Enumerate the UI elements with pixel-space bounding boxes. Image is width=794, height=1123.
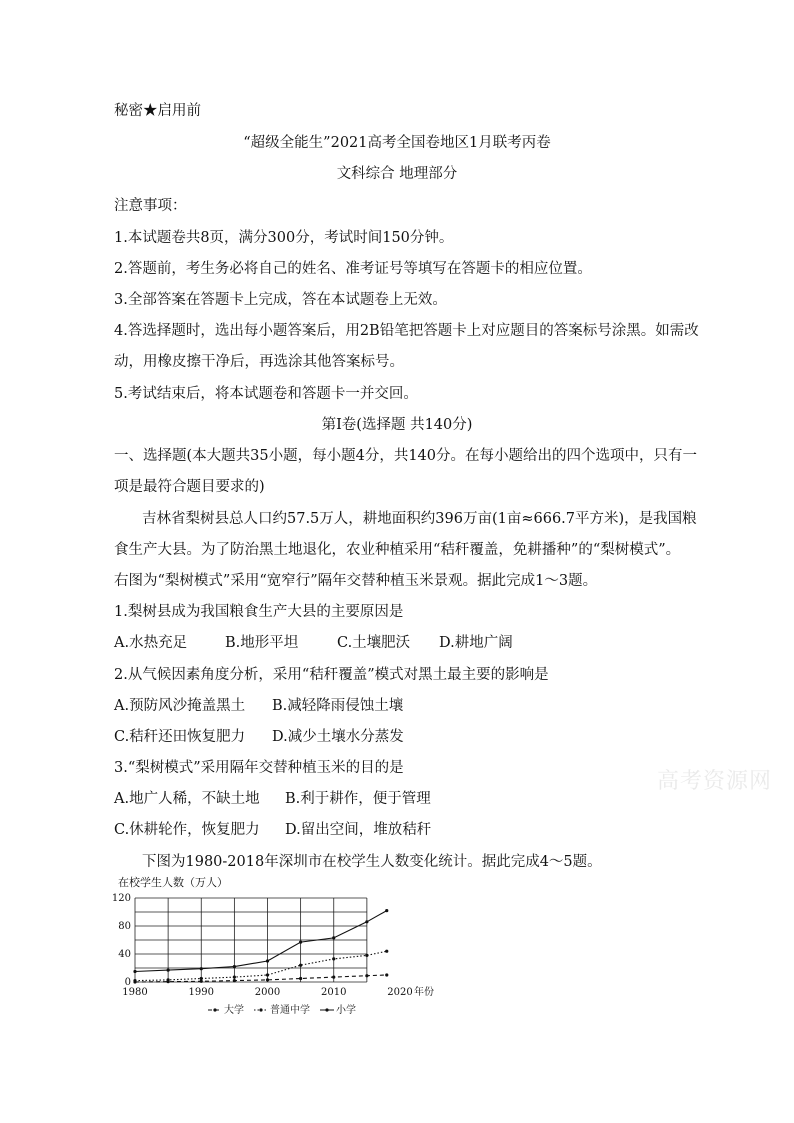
y-axis-title: 在校学生人数（万人） <box>118 876 228 889</box>
legend-marker <box>259 1008 262 1011</box>
x-tick-label: 1990 <box>188 987 214 998</box>
data-point-大学 <box>332 976 335 979</box>
data-point-小学 <box>200 967 203 970</box>
secret-label: 秘密★启用前 <box>114 103 201 119</box>
section-intro: 一、选择题(本大题共35小题，每小题4分，共140分。在每小题给出的四个选项中，只有一 <box>114 448 698 464</box>
data-point-普通中学 <box>133 979 136 982</box>
option-d: D.留出空间，堆放秸秆 <box>285 822 432 838</box>
series-line-普通中学 <box>135 951 387 980</box>
series-line-大学 <box>135 975 387 982</box>
chart-svg <box>110 868 434 1028</box>
data-point-普通中学 <box>200 977 203 980</box>
data-point-普通中学 <box>365 954 368 957</box>
option-b: B.地形平坦 <box>225 635 299 651</box>
question-stem: 1.梨树县成为我国粮食生产大县的主要原因是 <box>114 604 404 620</box>
data-point-普通中学 <box>167 978 170 981</box>
option-b: B.利于耕作，便于管理 <box>285 791 431 807</box>
student-count-chart <box>110 868 434 1028</box>
data-point-普通中学 <box>385 950 388 953</box>
option-b: B.减轻降雨侵蚀土壤 <box>272 698 404 714</box>
data-point-大学 <box>233 979 236 982</box>
option-a: A.地广人稀，不缺土地 <box>114 791 260 807</box>
data-point-小学 <box>266 959 269 962</box>
x-tick-label: 2020 <box>387 987 413 998</box>
option-d: D.减少土壤水分蒸发 <box>272 729 404 745</box>
legend-label: 普通中学 <box>270 1005 310 1016</box>
note-item: 1.本试题卷共8页，满分300分，考试时间150分钟。 <box>114 230 454 246</box>
watermark: 高考资源网 <box>657 769 773 794</box>
option-a: A.预防风沙掩盖黑土 <box>114 698 246 714</box>
exam-title: “超级全能生”2021高考全国卷地区1月联考丙卷 <box>243 135 551 151</box>
data-point-普通中学 <box>332 957 335 960</box>
section-title: 第I卷(选择题 共140分) <box>321 417 473 433</box>
data-point-小学 <box>233 965 236 968</box>
data-point-小学 <box>299 941 302 944</box>
passage-text: 吉林省梨树县总人口约57.5万人，耕地面积约396万亩(1亩≈666.7平方米)，是我国粮 <box>142 511 697 527</box>
data-point-小学 <box>385 909 388 912</box>
data-point-大学 <box>200 980 203 983</box>
x-tick-label: 2000 <box>254 987 281 998</box>
passage-text: 右图为“梨树模式”采用“宽窄行”隔年交替种植玉米景观。据此完成1～3题。 <box>114 573 598 589</box>
legend-marker <box>213 1008 216 1011</box>
section-intro: 项是最符合题目要求的) <box>114 479 265 495</box>
legend-marker <box>325 1008 328 1011</box>
legend-label: 大学 <box>224 1005 244 1016</box>
data-point-普通中学 <box>266 973 269 976</box>
x-tick-label: 1980 <box>122 987 148 998</box>
x-tick-label: 2010 <box>321 987 347 998</box>
chart-legend <box>208 1003 356 1016</box>
option-a: A.水热充足 <box>114 635 188 651</box>
y-tick-label: 120 <box>111 893 131 904</box>
passage-text: 下图为1980-2018年深圳市在校学生人数变化统计。据此完成4～5题。 <box>142 854 602 870</box>
data-point-小学 <box>332 936 335 939</box>
notes-heading: 注意事项： <box>114 198 187 214</box>
passage-text: 食生产大县。为了防治黑土地退化，农业种植采用“秸秆覆盖，免耕播种”的“梨树模式”。 <box>114 542 681 558</box>
legend-label: 小学 <box>336 1005 356 1016</box>
data-point-大学 <box>365 974 368 977</box>
option-c: C.秸秆还田恢复肥力 <box>114 729 246 745</box>
note-item: 4.答选择题时，选出每小题答案后，用2B铅笔把答题卡上对应题目的答案标号涂黑。如需改 <box>114 323 699 339</box>
y-tick-label: 0 <box>124 977 131 988</box>
data-point-大学 <box>385 973 388 976</box>
option-c: C.休耕轮作，恢复肥力 <box>114 822 260 838</box>
data-point-普通中学 <box>299 964 302 967</box>
y-tick-label: 40 <box>118 949 131 960</box>
note-item: 3.全部答案在答题卡上完成，答在本试题卷上无效。 <box>114 292 447 308</box>
question-stem: 3.“梨树模式”采用隔年交替种植玉米的目的是 <box>114 760 404 776</box>
note-item: 2.答题前，考生务必将自己的姓名、准考证号等填写在答题卡的相应位置。 <box>114 261 592 277</box>
option-c: C.土壤肥沃 <box>337 635 411 651</box>
chart-grid <box>135 898 367 982</box>
series-line-小学 <box>135 911 387 972</box>
note-item: 5.考试结束后，将本试题卷和答题卡一并交回。 <box>114 386 418 402</box>
option-d: D.耕地广阔 <box>439 635 513 651</box>
question-stem: 2.从气候因素角度分析，采用“秸秆覆盖”模式对黑土最主要的影响是 <box>114 667 549 683</box>
exam-subtitle: 文科综合 地理部分 <box>336 166 458 182</box>
data-point-大学 <box>299 977 302 980</box>
x-axis-title: 年份 <box>414 987 434 998</box>
data-point-小学 <box>365 920 368 923</box>
data-point-小学 <box>167 969 170 972</box>
data-point-大学 <box>266 978 269 981</box>
note-item: 动，用橡皮擦干净后，再选涂其他答案标号。 <box>114 354 404 370</box>
y-tick-label: 80 <box>118 921 131 932</box>
chart-series <box>133 909 388 984</box>
data-point-小学 <box>133 970 136 973</box>
data-point-普通中学 <box>233 976 236 979</box>
